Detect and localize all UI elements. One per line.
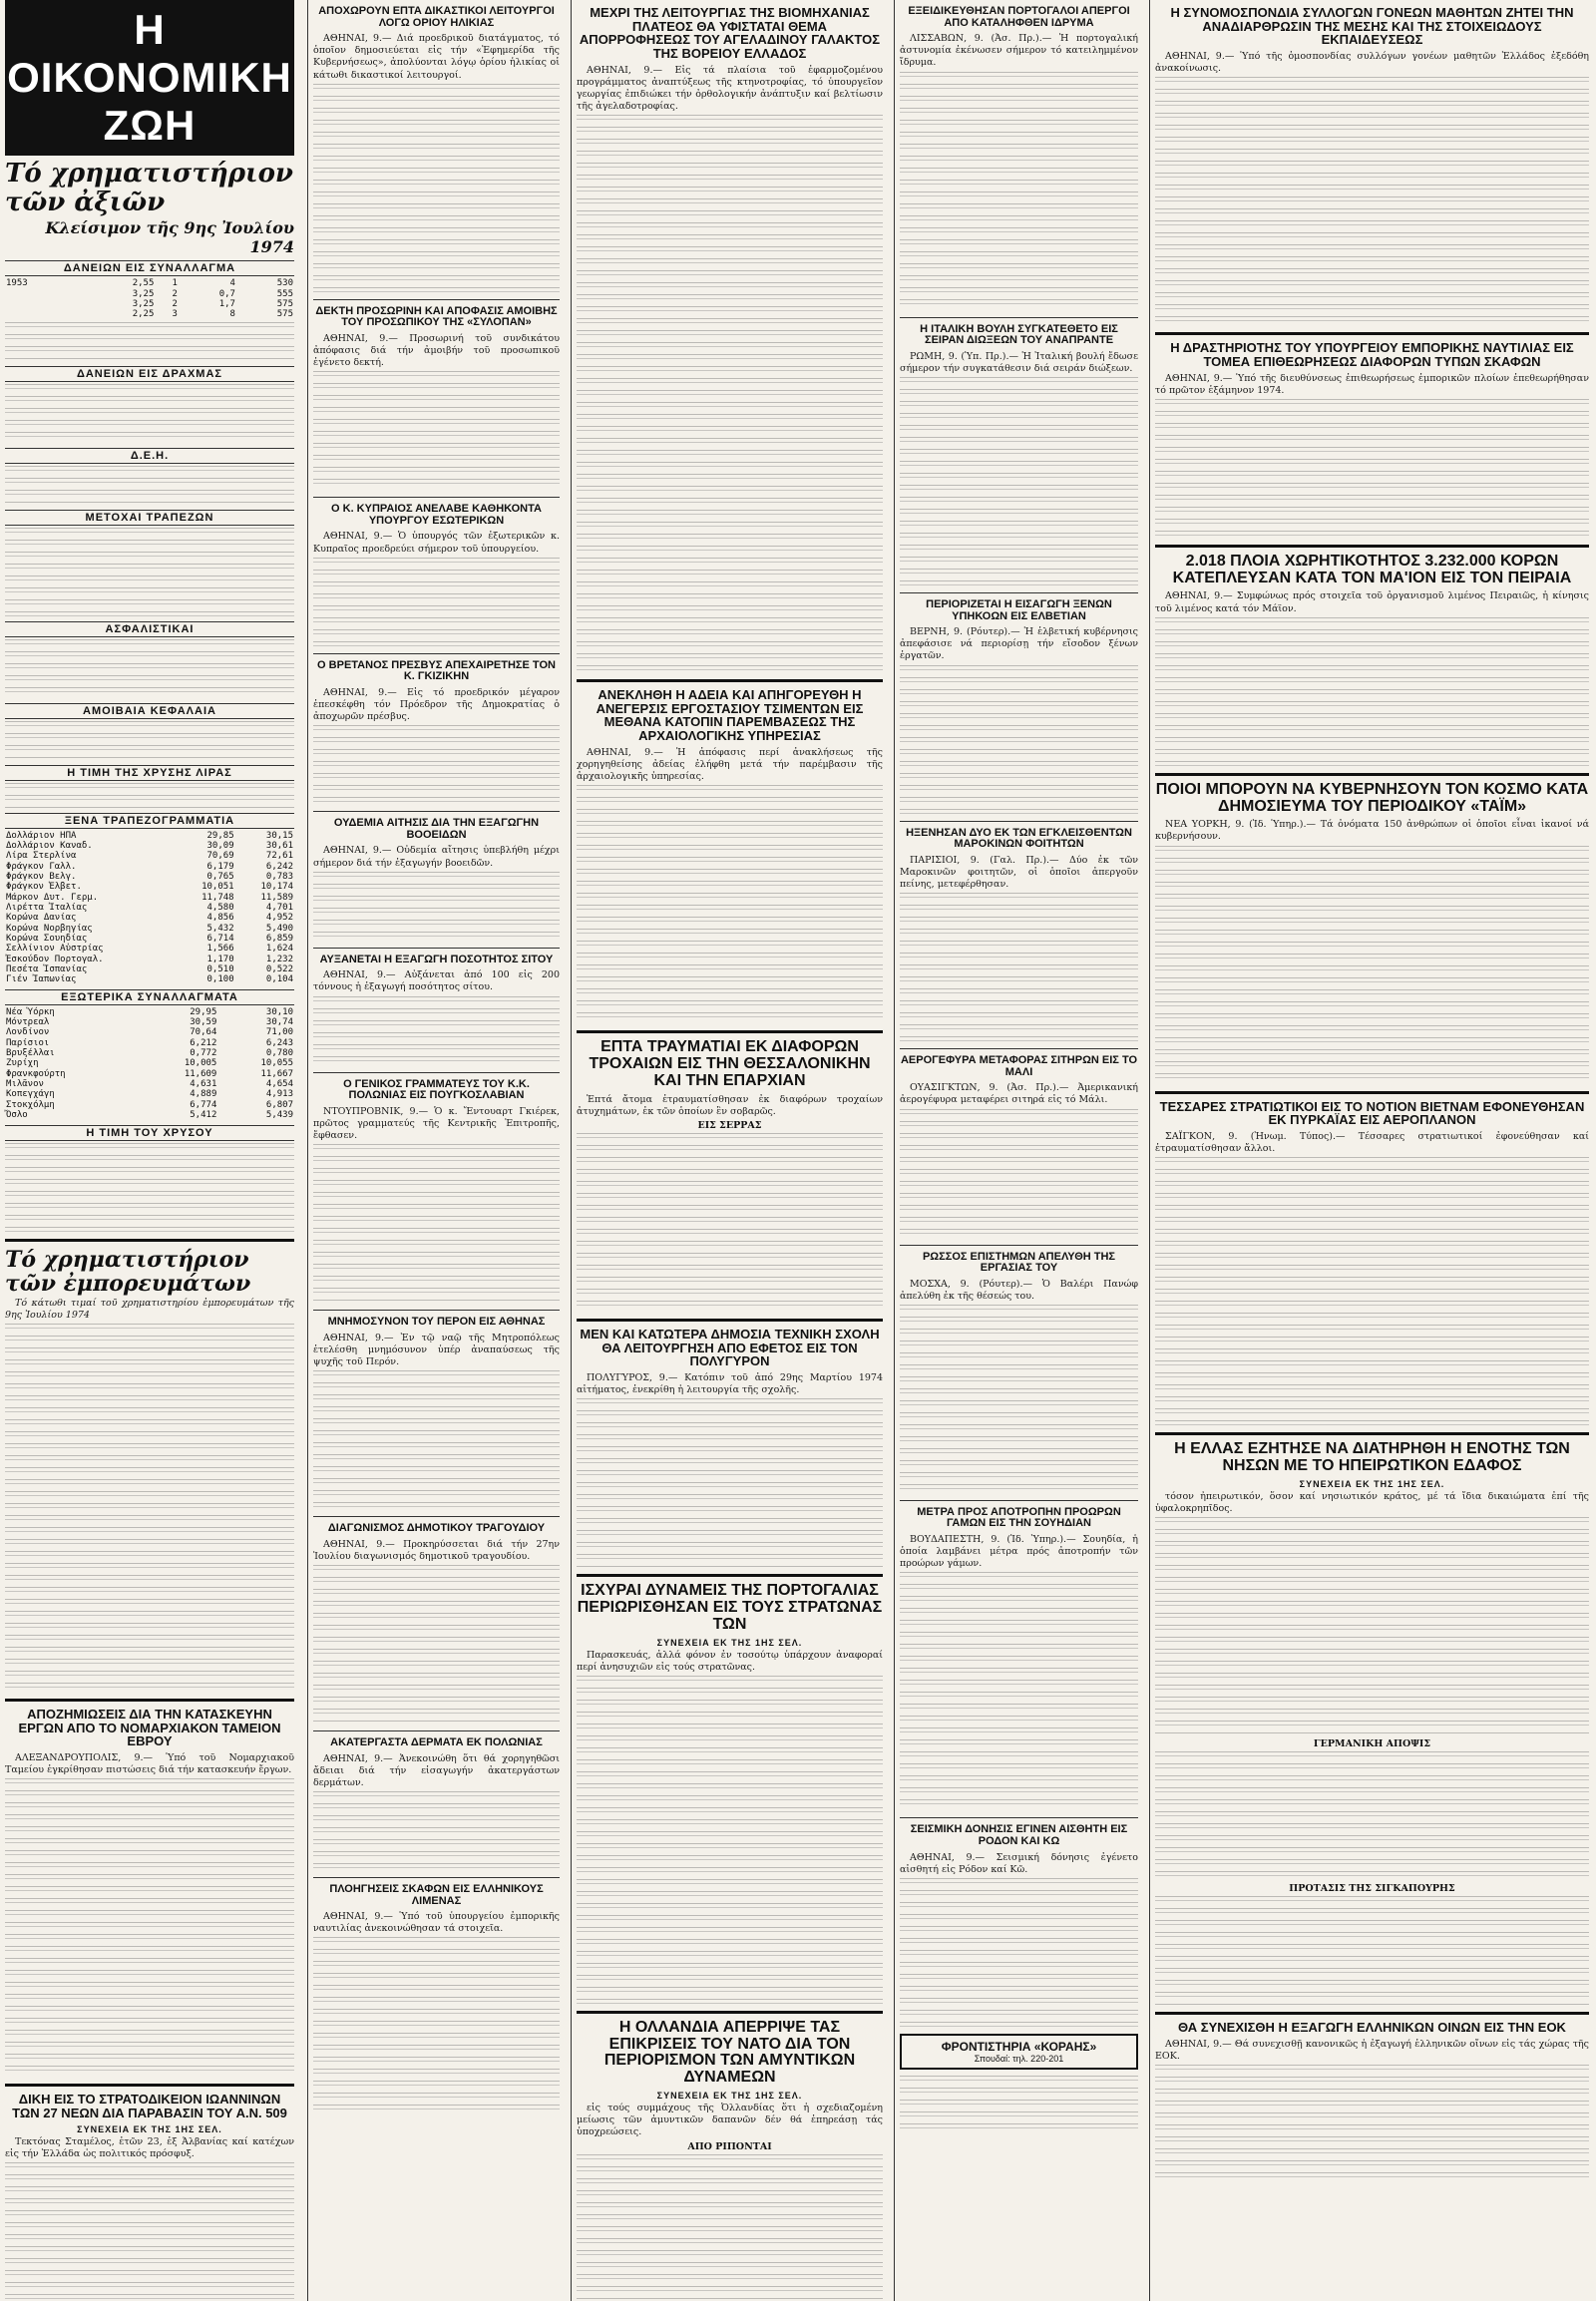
- table-cell: 30,15: [265, 830, 293, 841]
- banknote-row: [5, 882, 294, 892]
- foreign-exchange-row: [5, 1017, 294, 1027]
- deh-lines: [5, 466, 294, 506]
- headline-kypraios: Ο Κ. ΚΥΠΡΑΙΟΣ ΑΝΕΛΑΒΕ ΚΑΘΗΚΟΝΤΑ ΥΠΟΥΡΓΟΥ ΕΣΩΤΕΡΙΚΩΝ: [331, 503, 542, 527]
- table-cell: 6,774: [190, 1099, 217, 1110]
- headline-piraeus: 2.018 ΠΛΟΙΑ ΧΩΡΗΤΙΚΟΤΗΤΟΣ 3.232.000 ΚΟΡΩΝ ΚΑΤΕΠΛΕΥΣΑΝ ΚΑΤΑ ΤΟΝ ΜΑ'ΙΟΝ ΕΙΣ ΤΟΝ ΠΕΙΡΑΙΑ: [1172, 552, 1572, 586]
- table-cell: Φράγκον Ἑλβετ.: [6, 882, 82, 893]
- table-cell: 8: [229, 309, 235, 320]
- stock-section-title: Τό χρηματιστήριον τῶν ἀξιῶν: [5, 159, 293, 217]
- table-cell: Κορώνα Δανίας: [6, 913, 77, 924]
- column-5: [1149, 0, 1594, 2301]
- table-cell: [5, 309, 80, 319]
- table-cell: 6,714: [206, 934, 234, 944]
- foreign-table: [5, 1007, 294, 1121]
- banknote-row: [5, 831, 294, 841]
- table-cell: Κορώνα Σουηδίας: [6, 934, 88, 944]
- table-cell: 2: [172, 288, 178, 299]
- lead-islands: τόσον ἠπειρωτικόν, ὅσον καί νησιωτικόν κράτος, μέ τά ἴδια δικαιώματα ἐπί τῆς ὑφαλοκρηπῖδος.: [1155, 1490, 1589, 1514]
- headline-peron: ΜΝΗΜΟΣΥΝΟΝ ΤΟΥ ΠΕΡΟΝ ΕΙΣ ΑΘΗΝΑΣ: [327, 1316, 546, 1329]
- headline-islands: Η ΕΛΛΑΣ ΕΖΗΤΗΣΕ ΝΑ ΔΙΑΤΗΡΗΘΗ Η ΕΝΟΤΗΣ ΤΩΝ ΝΗΣΩΝ ΜΕ ΤΟ ΗΠΕΙΡΩΤΙΚΟΝ ΕΔΑΦΟΣ: [1174, 1440, 1570, 1475]
- headline-sweden: ΜΕΤΡΑ ΠΡΟΣ ΑΠΟΤΡΟΠΗΝ ΠΡΟΩΡΩΝ ΓΑΜΩΝ ΕΙΣ ΤΗΝ ΣΟΥΗΔΙΑΝ: [917, 1505, 1121, 1530]
- notes-table: [5, 831, 294, 985]
- table-cell: 1953: [6, 278, 28, 289]
- foreign-exchange-row: [5, 1048, 294, 1058]
- foreign-exchange-row: [5, 1038, 294, 1048]
- table-cell: [5, 289, 80, 299]
- masthead: Η ΟΙΚΟΝΟΜΙΚΗ ΖΩΗ: [5, 0, 294, 156]
- advert-line: Σπουδαί: τηλ. 220-201: [974, 2053, 1064, 2064]
- lead-pilotage: ΑΘΗΝΑΙ, 9.— Ὑπό τοῦ ὑπουργείου ἐμπορικῆς ναυτιλίας ἀνεκοινώθησαν τά στοιχεῖα.: [313, 1911, 560, 1935]
- table-cell: 0,510: [206, 964, 234, 975]
- table-cell: 10,005: [184, 1058, 217, 1069]
- table-cell: Λιρέττα Ἰταλίας: [6, 902, 88, 913]
- lead-time: ΝΕΑ ΥΟΡΚΗ, 9. (Ἰδ. Ὑπηρ.).— Τά ὀνόματα 150 ἀνθρώπων οἱ ὁποῖοι εἶναι ἱκανοί νά κυβερνήσουν.: [1155, 819, 1589, 843]
- table-cell: 4,701: [265, 902, 293, 913]
- table-cell: 30,59: [190, 1017, 217, 1028]
- headline-russian: ΡΩΣΣΟΣ ΕΠΙΣΤΗΜΩΝ ΑΠΕΛΥΘΗ ΤΗΣ ΕΡΓΑΣΙΑΣ ΤΟΥ: [922, 1250, 1116, 1275]
- table-cell: 575: [276, 309, 293, 320]
- lead-shipping: ΑΘΗΝΑΙ, 9.— Ὑπό τῆς διευθύνσεως ἐπιθεωρήσεως ἐμπορικῶν πλοίων ἐπεθεωρήθησαν τό πρῶτον ἑξάμηνον 1974.: [1155, 372, 1589, 396]
- banknote-row: [5, 955, 294, 964]
- headline-evros: ΑΠΟΖΗΜΙΩΣΕΙΣ ΔΙΑ ΤΗΝ ΚΑΤΑΣΚΕΥΗΝ ΕΡΓΩΝ ΑΠΟ ΤΟ ΝΟΜΑΡΧΙΑΚΟΝ ΤΑΜΕΙΟΝ ΕΒΡΟΥ: [18, 1707, 281, 1749]
- table-cell: 30,61: [265, 840, 293, 851]
- table-cell: 10,055: [260, 1058, 293, 1069]
- table-cell: 1,566: [206, 944, 234, 955]
- lead-mali: ΟΥΑΣΙΓΚΤΩΝ, 9. (Ἀσ. Πρ.).— Ἀμερικανική ἀερογέφυρα μεταφέρει σιτηρά εἰς τό Μάλι.: [900, 1082, 1138, 1106]
- table-cell: Μάρκον Δυτ. Γερμ.: [6, 892, 99, 903]
- lead-judges: ΑΘΗΝΑΙ, 9.— Διά προεδρικοῦ διατάγματος, τό ὁποῖον δημοσιεύεται εἰς τήν «Ἐφημερίδα τῆς Κυβερνήσεως», ἀπολύονται λόγῳ ὁρίου ἡλικίας οἱ κάτωθι δικαστικοί λειτουργοί.: [313, 33, 560, 81]
- notes-title: ΞΕΝΑ ΤΡΑΠΕΖΟΓΡΑΜΜΑΤΙΑ: [5, 813, 294, 829]
- loans-dr-title: ΔΑΝΕΙΩΝ ΕΙΣ ΔΡΑΧΜΑΣ: [5, 366, 294, 382]
- table-cell: 2,55: [132, 278, 155, 289]
- table-cell: 70,69: [206, 851, 234, 862]
- byline-singapore: ΠΡΟΤΑΣΙΣ ΤΗΣ ΣΙΓΚΑΠΟΥΡΗΣ: [1289, 1883, 1455, 1895]
- banknote-row: [5, 974, 294, 984]
- table-cell: 0,100: [206, 974, 234, 985]
- table-cell: 1,624: [265, 944, 293, 955]
- exchange-lines: [5, 721, 294, 761]
- loans-fx-table: [5, 278, 294, 319]
- table-cell: Στοκχόλμη: [6, 1099, 55, 1110]
- cont-islands: ΣΥΝΕΧΕΙΑ ΕΚ ΤΗΣ 1ΗΣ ΣΕΛ.: [1299, 1478, 1445, 1489]
- lead-italy: ΡΩΜΗ, 9. (Ὑπ. Πρ.).— Ἡ Ἰταλική βουλή ἔδωσε σήμερον τήν συγκατάθεσιν διά σειράν διώξεων.: [900, 350, 1138, 374]
- headline-time: ΠΟΙΟΙ ΜΠΟΡΟΥΝ ΝΑ ΚΥΒΕΡΝΗΣΟΥΝ ΤΟΝ ΚΟΣΜΟ ΚΑΤΑ ΔΗΜΟΣΙΕΥΜΑ ΤΟΥ ΠΕΡΙΟΔΙΚΟΥ «ΤΑΪΜ»: [1155, 780, 1589, 815]
- stock-closing-date: Κλείσιμον τῆς 9ης Ἰουλίου 1974: [45, 218, 294, 257]
- loans-dr-lines: [5, 384, 294, 444]
- lead-ambassador: ΑΘΗΝΑΙ, 9.— Εἰς τό προεδρικόν μέγαρον ἐπεσκέφθη τόν Πρόεδρον τῆς Δημοκρατίας ὁ ἀποχωρῶν πρέσβυς.: [313, 686, 560, 723]
- lead-milk: ΑΘΗΝΑΙ, 9.— Εἰς τά πλαίσια τοῦ ἐφαρμοζομένου προγράμματος ἀναπτύξεως τῆς κτηνοτροφίας, τό ὑπουργεῖον γεωργίας ἐπιδιώκει τήν ὀρθολογικήν ἀνάπτυξιν καί βελτίωσιν τῆς ἀγελαδοτροφίας.: [577, 64, 883, 113]
- table-cell: 555: [276, 288, 293, 299]
- table-cell: 10,174: [260, 882, 293, 893]
- table-cell: Κοπεγχάγη: [6, 1089, 55, 1100]
- table-cell: 6,859: [265, 934, 293, 944]
- gold-pound-title: Η ΤΙΜΗ ΤΗΣ ΧΡΥΣΗΣ ΛΙΡΑΣ: [5, 765, 294, 781]
- headline-italy: Η ΙΤΑΛΙΚΗ ΒΟΥΛΗ ΣΥΓΚΑΤΕΘΕΤΟ ΕΙΣ ΣΕΙΡΑΝ ΔΙΩΞΕΩΝ ΤΟΥ ΑΝΑΠΡΑΝΤΕ: [920, 322, 1118, 347]
- table-cell: Δολλάριον Καναδ.: [6, 840, 93, 851]
- table-cell: 530: [276, 278, 293, 289]
- gold-price-title: Η ΤΙΜΗ ΤΟΥ ΧΡΥΣΟΥ: [5, 1125, 294, 1141]
- banknote-row: [5, 924, 294, 934]
- table-cell: Σελλίνιον Αὐστρίας: [6, 944, 104, 955]
- headline-wheat: ΑΥΞΑΝΕΤΑΙ Η ΕΞΑΓΩΓΗ ΠΟΣΟΤΗΤΟΣ ΣΙΤΟΥ: [319, 953, 554, 965]
- table-cell: 1,170: [206, 954, 234, 964]
- table-cell: 3,25: [132, 298, 155, 309]
- banks-title: ΜΕΤΟΧΑΙ ΤΡΑΠΕΖΩΝ: [5, 510, 294, 526]
- table-cell: 4,952: [265, 913, 293, 924]
- lead-lisbon: ΛΙΣΣΑΒΩΝ, 9. (Ἀσ. Πρ.).— Ἡ πορτογαλική ἀστυνομία ἐκένωσεν σήμερον τό κατειλημμένον ἴδρυμα.: [900, 33, 1138, 69]
- deh-title: Δ.Ε.Η.: [5, 448, 294, 464]
- cont-portugal-forces: ΣΥΝΕΧΕΙΑ ΕΚ ΤΗΣ 1ΗΣ ΣΕΛ.: [656, 1637, 803, 1648]
- lead-kypraios: ΑΘΗΝΑΙ, 9.— Ὁ ὑπουργός τῶν ἐξωτερικῶν κ. Κυπραῖος προεδρεύει σήμερον τοῦ ὑπουργείου.: [313, 531, 560, 555]
- lead-song-contest: ΑΘΗΝΑΙ, 9.— Προκηρύσσεται διά τήν 27ην Ἰουλίου διαγωνισμός δημοτικοῦ τραγουδίου.: [313, 1538, 560, 1562]
- lead-peron: ΑΘΗΝΑΙ, 9.— Ἐν τῷ ναῷ τῆς Μητροπόλεως ἐτελέσθη μνημόσυνον ὑπέρ ἀναπαύσεως τῆς ψυχῆς τοῦ Περόν.: [313, 1332, 560, 1367]
- banknote-row: [5, 893, 294, 903]
- banknote-row: [5, 841, 294, 851]
- table-cell: 5,490: [265, 923, 293, 934]
- table-cell: 6,243: [265, 1037, 293, 1048]
- ioannina-lines: [5, 2162, 294, 2301]
- headline-parents: Η ΣΥΝΟΜΟΣΠΟΝΔΙΑ ΣΥΛΛΟΓΩΝ ΓΟΝΕΩΝ ΜΑΘΗΤΩΝ ΖΗΤΕΙ ΤΗΝ ΑΝΑΔΙΑΡΘΡΩΣΙΝ ΤΗΣ ΜΕΣΗΣ ΚΑΙ ΤΗΣ ΣΤΟΙΧΕΙΩΔΟΥΣ ΕΚΠΑΙΔΕΥΣΕΩΣ: [1170, 5, 1574, 48]
- banknote-row: [5, 862, 294, 872]
- foreign-exchange-row: [5, 1069, 294, 1079]
- lead-portugal-forces: Παρασκευάς, ἀλλά φόνον ἐν τοσούτῳ ὑπάρχουν ἀναφοραί περί ἀνησυχιῶν εἰς τούς στρατῶνας.: [577, 1649, 883, 1673]
- lead-cattle: ΑΘΗΝΑΙ, 9.— Οὐδεμία αἴτησις ὑπεβλήθη μέχρι σήμερον διά τήν ἐξαγωγήν βοοειδῶν.: [313, 845, 560, 869]
- table-cell: 4,631: [190, 1079, 217, 1090]
- banknote-row: [5, 964, 294, 974]
- table-cell: 72,61: [265, 851, 293, 862]
- column-4: [894, 0, 1143, 2301]
- insurance-title: ΑΣΦΑΛΙΣΤΙΚΑΙ: [5, 621, 294, 637]
- headline-traffic: ΕΠΤΑ ΤΡΑΥΜΑΤΙΑΙ ΕΚ ΔΙΑΦΟΡΩΝ ΤΡΟΧΑΙΩΝ ΕΙΣ ΤΗΝ ΘΕΣΣΑΛΟΝΙΚΗΝ ΚΑΙ ΤΗΝ ΕΠΑΡΧΙΑΝ: [589, 1038, 871, 1089]
- table-cell: Μιλᾶνον: [6, 1079, 44, 1090]
- market-intro: Τό κάτωθι τιμαί τοῦ χρηματιστηρίου ἐμπορευμάτων τῆς 9ης Ἰουλίου 1974: [5, 1297, 294, 1322]
- lead-swiss: ΒΕΡΝΗ, 9. (Ρόυτερ).— Ἡ ἑλβετική κυβέρνησις ἀπεφάσισε νά περιορίσῃ τήν εἴσοδον ξένων ἐργατῶν.: [900, 626, 1138, 662]
- lead-piraeus: ΑΘΗΝΑΙ, 9.— Συμφώνως πρός στοιχεῖα τοῦ ὀργανισμοῦ λιμένος Πειραιῶς, ἡ κίνησις τοῦ λιμένος κατά τόν Μάϊον.: [1155, 590, 1589, 614]
- gold-price-lines: [5, 1143, 294, 1233]
- table-cell: Ὄσλο: [6, 1110, 28, 1121]
- insurance-lines: [5, 639, 294, 699]
- gold-pound-lines: [5, 783, 294, 809]
- table-cell: Παρίσιοι: [6, 1037, 50, 1048]
- advert-name: ΦΡΟΝΤΙΣΤΗΡΙΑ «ΚΟΡΑΗΣ»: [941, 2039, 1097, 2054]
- table-cell: Μόντρεαλ: [6, 1017, 50, 1028]
- table-cell: 0,780: [265, 1048, 293, 1059]
- headline-portugal-forces: ΙΣΧΥΡΑΙ ΔΥΝΑΜΕΙΣ ΤΗΣ ΠΟΡΤΟΓΑΛΙΑΣ ΠΕΡΙΩΡΙΣΘΗΣΑΝ ΕΙΣ ΤΟΥΣ ΣΤΡΑΤΩΝΑΣ ΤΩΝ: [577, 1582, 883, 1633]
- lead-vietnam: ΣΑΪΓΚΟΝ, 9. (Ἠνωμ. Τύπος).— Τέσσαρες στρατιωτικοί ἐφονεύθησαν καί ἐτραυματίσθησαν ἄλλοι.: [1155, 1130, 1589, 1155]
- table-cell: 70,64: [190, 1027, 217, 1038]
- table-cell: Γιέν Ἰαπωνίας: [6, 974, 77, 985]
- table-cell: 4,654: [265, 1079, 293, 1090]
- table-cell: 1,7: [218, 298, 235, 309]
- table-cell: 11,609: [184, 1068, 217, 1079]
- column-2: [307, 0, 565, 2301]
- headline-moroccan: ΗΞΕΝΗΣΑΝ ΔΥΟ ΕΚ ΤΩΝ ΕΓΚΛΕΙΣΘΕΝΤΩΝ ΜΑΡΟΚΙΝΩΝ ΦΟΙΤΗΤΩΝ: [906, 826, 1132, 851]
- lead-poland-secretary: ΝΤΟΥΠΡΟΒΝΙΚ, 9.— Ὁ κ. Ἔντουαρτ Γκιέρεκ, πρῶτος γραμματεύς τῆς Κεντρικῆς Ἐπιτροπῆς, ἔφθασεν.: [313, 1105, 560, 1141]
- loan-row: [5, 278, 294, 288]
- table-cell: 4,580: [206, 902, 234, 913]
- lead-polygyros: ΠΟΛΥΓΥΡΟΣ, 9.— Κατόπιν τοῦ ἀπό 29ης Μαρτίου 1974 αἰτήματος, ἐνεκρίθη ἡ λειτουργία τῆς σχολῆς.: [577, 1371, 883, 1395]
- table-cell: 6,212: [190, 1037, 217, 1048]
- byline-serres: ΕΙΣ ΣΕΡΡΑΣ: [697, 1119, 762, 1131]
- table-cell: 3,25: [132, 288, 155, 299]
- table-cell: 4,913: [265, 1089, 293, 1100]
- lead-russian: ΜΟΣΧΑ, 9. (Ρόυτερ).— Ὁ Βαλέρι Πανώφ ἀπελύθη ἐκ τῆς θέσεώς του.: [900, 1278, 1138, 1302]
- table-cell: 29,85: [206, 830, 234, 841]
- lead-methana: ΑΘΗΝΑΙ, 9.— Ἡ ἀπόφασις περί ἀνακλήσεως τῆς χορηγηθείσης ἀδείας ἐλήφθη μετά τήν παρέμβασιν τῆς ἀρχαιολογικῆς ὑπηρεσίας.: [577, 746, 883, 783]
- foreign-exchange-row: [5, 1007, 294, 1017]
- table-cell: Φράγκον Βελγ.: [6, 871, 77, 882]
- lead-netherlands: εἰς τούς συμμάχους τῆς Ὀλλανδίας ὅτι ἡ σχεδιαζομένη μείωσις τῶν ἀμυντικῶν δαπανῶν δέν θά ἐπηρεάσῃ τάς ὑποχρεώσεις.: [577, 2103, 883, 2138]
- headline-hides: ΑΚΑΤΕΡΓΑΣΤΑ ΔΕΡΜΑΤΑ ΕΚ ΠΟΛΩΝΙΑΣ: [330, 1735, 543, 1748]
- headline-wines: ΘΑ ΣΥΝΕΧΙΣΘΗ Η ΕΞΑΓΩΓΗ ΕΛΛΗΝΙΚΩΝ ΟΙΝΩΝ ΕΙΣ ΤΗΝ ΕΟΚ: [1178, 2020, 1566, 2036]
- table-cell: 5,439: [265, 1110, 293, 1121]
- table-cell: 0,765: [206, 871, 234, 882]
- cont-ioannina: ΣΥΝΕΧΕΙΑ ΕΚ ΤΗΣ 1ΗΣ ΣΕΛ.: [77, 2123, 222, 2134]
- table-cell: 0,104: [265, 974, 293, 985]
- headline-netherlands: Η ΟΛΛΑΝΔΙΑ ΑΠΕΡΡΙΨΕ ΤΑΣ ΕΠΙΚΡΙΣΕΙΣ ΤΟΥ ΝΑΤΟ ΔΙΑ ΤΟΝ ΠΕΡΙΟΡΙΣΜΟΝ ΤΩΝ ΑΜΥΝΤΙΚΩΝ ΔΥΝΑΜΕΩΝ: [603, 2018, 856, 2087]
- table-cell: Κορώνα Νορβηγίας: [6, 923, 93, 934]
- banknote-row: [5, 903, 294, 913]
- table-cell: 0,783: [265, 871, 293, 882]
- banknote-row: [5, 944, 294, 954]
- headline-sylopan: ΔΕΚΤΗ ΠΡΟΣΩΡΙΝΗ ΚΑΙ ΑΠΟΦΑΣΙΣ ΑΜΟΙΒΗΣ ΤΟΥ ΠΡΟΣΩΠΙΚΟΥ ΤΗΣ «ΣΥΛΟΠΑΝ»: [315, 304, 558, 329]
- foreign-title: ΕΞΩΤΕΡΙΚΑ ΣΥΝΑΛΛΑΓΜΑΤΑ: [5, 989, 294, 1005]
- loan-row: [5, 309, 294, 319]
- table-cell: Νέα Ὑόρκη: [6, 1006, 55, 1017]
- market-lines: [5, 1324, 294, 1693]
- lead-evros: ΑΛΕΞΑΝΔΡΟΥΠΟΛΙΣ, 9.— Ὑπό τοῦ Νομαρχιακοῦ Ταμείου ἐγκρίθησαν πιστώσεις διά τήν κατασκευήν ἔργων.: [5, 1752, 294, 1776]
- table-cell: Φράγκον Γαλλ.: [6, 861, 77, 872]
- foreign-exchange-row: [5, 1058, 294, 1068]
- headline-mali: ΑΕΡΟΓΕΦΥΡΑ ΜΕΤΑΦΟΡΑΣ ΣΙΤΗΡΩΝ ΕΙΣ ΤΟ ΜΑΛΙ: [900, 1054, 1138, 1078]
- lead-ioannina: Τεκτόνας Σταμέλος, ἐτῶν 23, ἐξ Ἀλβανίας καί κατέχων εἰς τήν Ἑλλάδα ὡς πολιτικός πρόσφυξ.: [5, 2135, 294, 2159]
- loan-row: [5, 289, 294, 299]
- table-cell: 6,242: [265, 861, 293, 872]
- table-cell: 0,522: [265, 964, 293, 975]
- headline-pilotage: ΠΛΟΗΓΗΣΕΙΣ ΣΚΑΦΩΝ ΕΙΣ ΕΛΛΗΝΙΚΟΥΣ ΛΙΜΕΝΑΣ: [329, 1882, 544, 1907]
- table-cell: 1,232: [265, 954, 293, 964]
- loans-fx-lines: [5, 322, 294, 362]
- headline-swiss: ΠΕΡΙΟΡΙΖΕΤΑΙ Η ΕΙΣΑΓΩΓΗ ΞΕΝΩΝ ΥΠΗΚΟΩΝ ΕΙΣ ΕΛΒΕΤΙΑΝ: [926, 597, 1112, 622]
- headline-ambassador: Ο ΒΡΕΤΑΝΟΣ ΠΡΕΣΒΥΣ ΑΠΕΧΑΙΡΕΤΗΣΕ ΤΟΝ Κ. ΓΚΙΖΙΚΗΝ: [317, 658, 556, 683]
- table-cell: Βρυξέλλαι: [6, 1048, 55, 1059]
- evros-lines: [5, 1778, 294, 2078]
- table-cell: 3: [172, 309, 178, 320]
- banknote-row: [5, 913, 294, 923]
- table-cell: 30,10: [265, 1006, 293, 1017]
- table-cell: 71,00: [265, 1027, 293, 1038]
- lead-sweden: ΒΟΥΔΑΠΕΣΤΗ, 9. (Ἰδ. Ὑπηρ.).— Σουηδία, ἡ ὁποία λαμβάνει μέτρα πρός ἀποτροπήν τῶν προώρων γάμων.: [900, 1534, 1138, 1570]
- table-cell: 5,412: [190, 1110, 217, 1121]
- loans-fx-title: ΔΑΝΕΙΩΝ ΕΙΣ ΣΥΝΑΛΛΑΓΜΑ: [5, 260, 294, 276]
- table-cell: 2,25: [132, 309, 155, 320]
- lead-parents: ΑΘΗΝΑΙ, 9.— Ὑπό τῆς ὁμοσπονδίας συλλόγων γονέων μαθητῶν Ἑλλάδος ἐξεδόθη ἀνακοίνωσις.: [1155, 50, 1589, 75]
- advert-box: [900, 2034, 1138, 2070]
- table-cell: 5,432: [206, 923, 234, 934]
- table-cell: 11,589: [260, 892, 293, 903]
- lead-traffic: Ἑπτά ἄτομα ἐτραυματίσθησαν ἐκ διαφόρων τροχαίων ἀτυχημάτων, ἐκ τῶν ὁποίων ἓν σοβαρῶς.: [577, 1093, 883, 1117]
- column-market: [0, 0, 299, 2301]
- byline-tupos: ΑΠΟ ΡΙΠΟΝΤΑΙ: [687, 2140, 772, 2152]
- foreign-exchange-row: [5, 1110, 294, 1120]
- table-cell: Ἐσκούδον Πορτογαλ.: [6, 954, 104, 964]
- cont-netherlands: ΣΥΝΕΧΕΙΑ ΕΚ ΤΗΣ 1ΗΣ ΣΕΛ.: [656, 2091, 803, 2102]
- table-cell: 2: [172, 298, 178, 309]
- lead-quake: ΑΘΗΝΑΙ, 9.— Σεισμική δόνησις ἐγένετο αἰσθητή εἰς Ρόδον καί Κῶ.: [900, 1851, 1138, 1875]
- market-section-title: Τό χρηματιστήριον τῶν ἐμπορευμάτων: [5, 1246, 251, 1297]
- headline-shipping: Η ΔΡΑΣΤΗΡΙΟΤΗΣ ΤΟΥ ΥΠΟΥΡΓΕΙΟΥ ΕΜΠΟΡΙΚΗΣ ΝΑΥΤΙΛΙΑΣ ΕΙΣ ΤΟΜΕΑ ΕΠΙΘΕΩΡΗΣΕΩΣ ΔΙΑΦΟΡΩΝ ΤΥΠΩΝ ΣΚΑΦΩΝ: [1170, 340, 1574, 369]
- table-cell: Ζυρίχη: [6, 1058, 39, 1069]
- lead-hides: ΑΘΗΝΑΙ, 9.— Ἀνεκοινώθη ὅτι θά χορηγηθῶσι ἄδειαι διά τήν εἰσαγωγήν ἀκατεργάστων δερμάτων.: [313, 1752, 560, 1788]
- table-cell: 0,7: [218, 288, 235, 299]
- headline-cattle: ΟΥΔΕΜΙΑ ΑΙΤΗΣΙΣ ΔΙΑ ΤΗΝ ΕΞΑΓΩΓΗΝ ΒΟΟΕΙΔΩΝ: [333, 817, 540, 841]
- headline-judges: ΑΠΟΧΩΡΟΥΝ ΕΠΤΑ ΔΙΚΑΣΤΙΚΟΙ ΛΕΙΤΟΥΡΓΟΙ ΛΟΓΩ ΟΡΙΟΥ ΗΛΙΚΙΑΣ: [318, 5, 555, 29]
- headline-methana: ΑΝΕΚΛΗΘΗ Η ΑΔΕΙΑ ΚΑΙ ΑΠΗΓΟΡΕΥΘΗ Η ΑΝΕΓΕΡΣΙΣ ΕΡΓΟΣΤΑΣΙΟΥ ΤΣΙΜΕΝΤΩΝ ΕΙΣ ΜΕΘΑΝΑ ΚΑΤΟΠΙΝ ΠΑΡΕΜΒΑΣΕΩΣ ΤΗΣ ΑΡΧΑΙΟΛΟΓΙΚΗΣ ΥΠΗΡΕΣΙΑΣ: [596, 687, 864, 744]
- table-cell: 30,09: [206, 840, 234, 851]
- headline-song-contest: ΔΙΑΓΩΝΙΣΜΟΣ ΔΗΜΟΤΙΚΟΥ ΤΡΑΓΟΥΔΙΟΥ: [327, 1522, 546, 1535]
- table-cell: 6,807: [265, 1099, 293, 1110]
- table-cell: Πεσέτα Ἱσπανίας: [6, 964, 88, 975]
- table-cell: 1: [172, 278, 178, 289]
- table-cell: 30,74: [265, 1017, 293, 1028]
- foreign-exchange-row: [5, 1089, 294, 1099]
- headline-ioannina: ΔΙΚΗ ΕΙΣ ΤΟ ΣΤΡΑΤΟΔΙΚΕΙΟΝ ΙΩΑΝΝΙΝΩΝ ΤΩΝ 27 ΝΕΩΝ ΔΙΑ ΠΑΡΑΒΑΣΙΝ ΤΟΥ Α.Ν. 509: [12, 2092, 287, 2121]
- headline-poland-secretary: Ο ΓΕΝΙΚΟΣ ΓΡΑΜΜΑΤΕΥΣ ΤΟΥ Κ.Κ. ΠΟΛΩΝΙΑΣ ΕΙΣ ΠΟΥΓΚΟΣΛΑΒΙΑΝ: [343, 1077, 530, 1102]
- table-cell: 11,748: [201, 892, 234, 903]
- table-cell: Δολλάριον ΗΠΑ: [6, 830, 77, 841]
- table-cell: 29,95: [190, 1006, 217, 1017]
- table-cell: 4: [229, 278, 235, 289]
- banknote-row: [5, 872, 294, 882]
- table-cell: Φρανκφούρτη: [6, 1068, 66, 1079]
- lead-wines: ΑΘΗΝΑΙ, 9.— Θά συνεχισθῇ κανονικῶς ἡ ἐξαγωγή ἑλληνικῶν οἴνων εἰς τάς χώρας τῆς ΕΟΚ.: [1155, 2038, 1589, 2062]
- headline-milk: ΜΕΧΡΙ ΤΗΣ ΛΕΙΤΟΥΡΓΙΑΣ ΤΗΣ ΒΙΟΜΗΧΑΝΙΑΣ ΠΛΑΤΕΟΣ ΘΑ ΥΦΙΣΤΑΤΑΙ ΘΕΜΑ ΑΠΟΡΡΟΦΗΣΕΩΣ ΤΟΥ ΑΓΕΛΑΔΙΝΟΥ ΓΑΛΑΚΤΟΣ ΤΗΣ ΒΟΡΕΙΟΥ ΕΛΛΑΔΟΣ: [579, 5, 881, 61]
- table-cell: 4,889: [190, 1089, 217, 1100]
- byline-german: ΓΕΡΜΑΝΙΚΗ ΑΠΟΨΙΣ: [1313, 1738, 1431, 1750]
- loan-row: [5, 299, 294, 309]
- headline-lisbon: ΕΞΕΙΔΙΚΕΥΘΗΣΑΝ ΠΟΡΤΟΓΑΛΟΙ ΑΠΕΡΓΟΙ ΑΠΟ ΚΑΤΑΛΗΦΘΕΝ ΙΔΡΥΜΑ: [908, 5, 1130, 29]
- table-cell: 6,179: [206, 861, 234, 872]
- lead-wheat: ΑΘΗΝΑΙ, 9.— Αὐξάνεται ἀπό 100 εἰς 200 τόννους ἡ ἐξαγωγή ποσότητος σίτου.: [313, 969, 560, 993]
- headline-vietnam: ΤΕΣΣΑΡΕΣ ΣΤΡΑΤΙΩΤΙΚΟΙ ΕΙΣ ΤΟ ΝΟΤΙΟΝ ΒΙΕΤΝΑΜ ΕΦΟΝΕΥΘΗΣΑΝ ΕΚ ΠΥΡΚΑΪΑΣ ΕΙΣ ΑΕΡΟΠΛΑΝΟΝ: [1159, 1098, 1585, 1128]
- table-cell: 10,051: [201, 882, 234, 893]
- lead-moroccan: ΠΑΡΙΣΙΟΙ, 9. (Γαλ. Πρ.).— Δύο ἐκ τῶν Μαροκινῶν φοιτητῶν, οἱ ὁποῖοι ἀπεργοῦν πείνης, μετεφέρθησαν.: [900, 854, 1138, 890]
- foreign-exchange-row: [5, 1100, 294, 1110]
- exchange-title: ΑΜΟΙΒΑΙΑ ΚΕΦΑΛΑΙΑ: [5, 703, 294, 719]
- column-3: [571, 0, 888, 2301]
- table-cell: 0,772: [190, 1048, 217, 1059]
- banks-lines: [5, 528, 294, 617]
- foreign-exchange-row: [5, 1079, 294, 1089]
- table-cell: Λονδίνον: [6, 1027, 50, 1038]
- table-cell: 575: [276, 298, 293, 309]
- table-cell: Λίρα Στερλίνα: [6, 851, 77, 862]
- headline-quake: ΣΕΙΣΜΙΚΗ ΔΟΝΗΣΙΣ ΕΓΙΝΕΝ ΑΙΣΘΗΤΗ ΕΙΣ ΡΟΔΟΝ ΚΑΙ ΚΩ: [910, 1823, 1128, 1848]
- lead-sylopan: ΑΘΗΝΑΙ, 9.— Προσωρινή τοῦ συνδικάτου ἀπόφασις διά τήν ἀμοιβήν τοῦ προσωπικοῦ ἐγένετο δεκτή.: [313, 332, 560, 369]
- banknote-row: [5, 851, 294, 861]
- table-cell: 11,667: [260, 1068, 293, 1079]
- banknote-row: [5, 934, 294, 944]
- headline-polygyros: ΜΕΝ ΚΑΙ ΚΑΤΩΤΕΡΑ ΔΗΜΟΣΙΑ ΤΕΧΝΙΚΗ ΣΧΟΛΗ ΘΑ ΛΕΙΤΟΥΡΓΗΣΗ ΑΠΟ ΕΦΕΤΟΣ ΕΙΣ ΤΟΝ ΠΟΛΥΓΥΡΟΝ: [580, 1326, 880, 1369]
- table-cell: [5, 299, 80, 309]
- foreign-exchange-row: [5, 1027, 294, 1037]
- table-cell: 4,856: [206, 913, 234, 924]
